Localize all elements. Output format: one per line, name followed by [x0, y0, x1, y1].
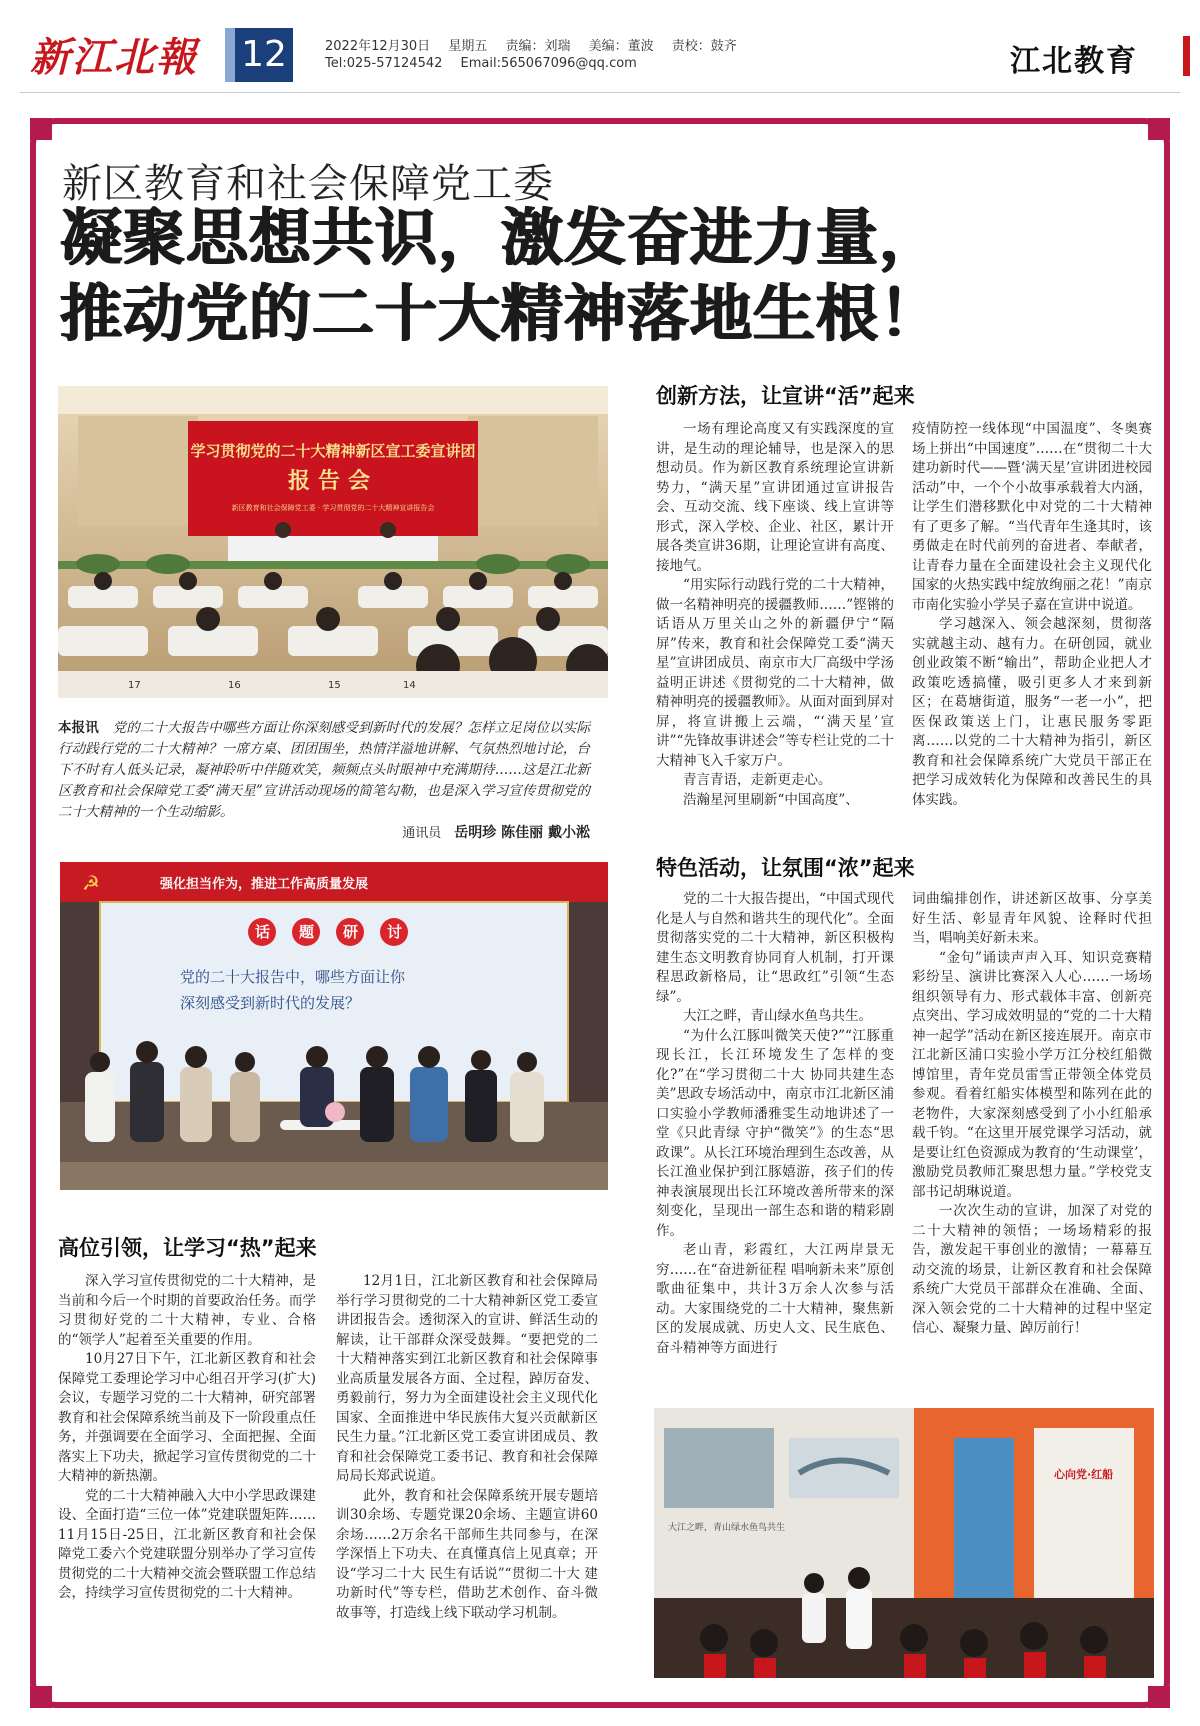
- frame-corner-tr: [1148, 118, 1170, 140]
- question-line-2: 深刻感受到新时代的发展？: [180, 994, 361, 1012]
- frame-corner-bl: [30, 1686, 52, 1708]
- section-accent-bar: [1183, 36, 1190, 76]
- paragraph: 老山青，彩霞红，大江两岸景无穷……在“奋进新征程 唱响新未来”原创歌曲征集中，共计3万余人次参与活动。大家围绕党的二十大精神，聚焦新区的发展成就、历史人文、民生底色、奋斗精神等方面进行: [656, 1242, 894, 1356]
- section-title-activities: 特色活动，让氛围“浓”起来: [656, 856, 915, 880]
- section-leadership-col-2: [336, 1272, 598, 1623]
- section-innovation-col-1: [656, 420, 894, 810]
- section-name: 江北教育: [1010, 44, 1138, 79]
- paragraph: 10月27日下午，江北新区教育和社会保障党工委理论学习中心组召开学习(扩大)会议，专题学习党的二十大精神，研究部署教育和社会保障系统当前及下一阶段重点任务，并强调要在全面学习、全面把握、全面落实上下功夫，掀起学习宣传贯彻党的二十大精神的新热潮。: [58, 1351, 316, 1484]
- headline-line-1: 凝聚思想共识，激发奋进力量，: [60, 201, 943, 274]
- frame-corner-br: [1148, 1686, 1170, 1708]
- byline: [58, 822, 590, 842]
- seat-number: 16: [228, 680, 241, 691]
- byline-label: 通讯员: [402, 826, 442, 841]
- edition-meta: [325, 38, 965, 72]
- photo-report-meeting-image: [58, 386, 608, 698]
- seat-number: 14: [403, 680, 416, 691]
- section-title-innovation: 创新方法，让宣讲“活”起来: [656, 384, 915, 408]
- paragraph: “用实际行动践行党的二十大精神，做一名精神明亮的援疆教师……”铿锵的话语从万里关山之外的新疆伊宁“隔屏”传来，教育和社会保障党工委“满天星”宣讲团成员、南京市大厂高级中学汤益明正讲述《贯彻党的二十大精神，做精神明亮的援疆教师》。从面对面到屏对屏，将宣讲搬上云端，“‘满天星’宣讲”“先锋故事讲述会”等专栏让党的二十大精神飞入千家万户。: [656, 577, 894, 769]
- paragraph: 一场有理论高度又有实践深度的宣讲，是生动的理论辅导，也是深入的思想动员。作为新区教育系统理论宣讲新势力，“满天星”宣讲团通过宣讲报告会、互动交流、线下座谈、线上宣讲等形式，深入学校、企业、社区，累计开展各类宣讲36期，让理论宣讲有高度、接地气。: [656, 421, 894, 574]
- meta-date: 2022年12月30日: [325, 39, 431, 54]
- meta-editor: 责编：刘瑞: [505, 39, 571, 54]
- topic-char: 讨: [387, 923, 403, 941]
- paragraph: 一次次生动的宣讲，加深了对党的二十大精神的领悟；一场场精彩的报告，激发起干事创业的激情；一幕幕互动交流的场景，让新区教育和社会保障系统广大党员干部群众在准确、全面、深入领会党的二十大精神的过程中坚定信心、凝聚力量、踔厉前行！: [912, 1203, 1152, 1336]
- intro-text: 党的二十大报告中哪些方面让你深刻感受到新时代的发展？怎样立足岗位以实际行动践行党的二十大精神？一席方桌、团团围坐，热情洋溢地讲解、气氛热烈地讨论，台下不时有人低头记录，凝神聆听中伴随欢笑，频频点头时眼神中充满期待……这是江北新区教育和社会保障党工委“满天星”宣讲活动现场的简笔勾勒，也是深入学习宣传贯彻党的二十大精神的一个生动缩影。: [58, 720, 591, 820]
- meta-line-2: [325, 55, 965, 72]
- meta-designer: 美编：董波: [588, 39, 654, 54]
- paragraph: 疫情防控一线体现“中国温度”、冬奥赛场上拼出“中国速度”……在“贯彻二十大 建功新时代——暨‘满天星’宣讲团进校园活动”中，一个个小故事承载着大内涵，让学生们潜移默化中对党的二十大精神有了更多了解。“当代青年生逢其时，该勇做走在时代前列的奋进者、奉献者，让青春力量在全面建设社会主义现代化国家的火热实践中绽放绚丽之花！”南京市南化实验小学吴子嘉在宣讲中说道。: [912, 421, 1152, 613]
- meta-proofreader: 责校：鼓齐: [671, 39, 737, 54]
- banner-small: 新区教育和社会保障党工委 · 学习贯彻党的二十大精神宣讲报告会: [231, 504, 435, 512]
- page-number-notch: [225, 28, 235, 82]
- party-emblem-icon: ☭: [82, 871, 100, 895]
- paragraph: 12月1日，江北新区教育和社会保障局举行学习贯彻党的二十大精神新区党工委宣讲团报告会。透彻深入的宣讲、鲜活生动的解读，让干部群众深受鼓舞。“要把党的二十大精神落实到江北新区教育和社会保障事业高质量发展各方面、全过程，踔厉奋发、勇毅前行，努力为全面建设社会主义现代化国家、全面推进中华民族伟大复兴贡献新区民生力量。”江北新区党工委宣讲团成员、教育和社会保障党工委书记、教育和社会保障局局长郑武说道。: [336, 1273, 598, 1484]
- banner-subtitle: 报告会: [287, 469, 379, 494]
- meta-line-1: [325, 38, 965, 55]
- paragraph: 此外，教育和社会保障系统开展专题培训30余场、专题党课20余场、主题宣讲60余场……2万余名干部师生共同参与，在深学深悟上下功夫、在真懂真信上见真章；开设“学习二十大 民生有话说”“贯彻二十大 建功新时代”等专栏，借助艺术创作、奋斗微故事等，打造线上线下联动学习机制。: [336, 1487, 598, 1621]
- section-innovation-col-2: [912, 420, 1152, 810]
- paragraph: “金句”诵读声声入耳、知识竞赛精彩纷呈、演讲比赛深入人心……一场场组织领导有力、形式载体丰富、创新亮点突出、学习成效明显的“党的二十大精神一起学”活动在新区接连展开。南京市江北新区浦口实验小学万江分校红船微博馆里，青年党员雷雪正带领全体党员参观。看着红船实体模型和陈列在此的老物件，大家深刻感受到了小小红船承载千钧。“在这里开展党课学习活动，就是要让红色资源成为教育的‘生动课堂’，激励党员教师汇聚思想力量。”学校党支部书记胡琳说道。: [912, 949, 1152, 1200]
- paragraph: 青言青语，走新更走心。: [683, 772, 832, 788]
- slide-caption: 大江之畔，青山绿水鱼鸟共生: [668, 1523, 786, 1533]
- top-banner: 强化担当作为，推进工作高质量发展: [160, 877, 369, 892]
- newspaper-logo: 新江北報: [30, 34, 198, 81]
- photo-discussion-image: [60, 862, 608, 1190]
- paragraph: 学习越深入、领会越深刻，贯彻落实就越主动、越有力。在研创园，就业创业政策不断“输出”，帮助企业把人才政策吃透搞懂，吸引更多人才来到新区；在葛塘街道，服务“一老一小”，把医保政策送上门，让惠民服务零距离……以党的二十大精神为指引，新区教育和社会保障系统广大党员干部正在把学习成效转化为保障和改善民生的具体实践。: [912, 616, 1152, 808]
- frame-corner-tl: [30, 118, 52, 140]
- photo-report-meeting: [58, 386, 608, 698]
- section-leadership-col-1: [58, 1272, 316, 1604]
- article-subhead: 新区教育和社会保障党工委: [62, 161, 554, 207]
- photo-classroom-image: [654, 1408, 1154, 1678]
- photo-classroom: [654, 1408, 1154, 1678]
- paragraph: “为什么江豚叫微笑天使?”“江豚重现长江，长江环境发生了怎样的变化?”在“学习贯彻二十大 协同共建生态美”思政专场活动中，南京市江北新区浦口实验小学教师潘雅雯生动地讲述了一堂《只此青绿 守护“微笑”》的生态“思政课”。从长江环境治理到生态改善，从长江渔业保护到江豚嬉游，孩子们的传神表演展现出长江环境改善所带来的深刻变化，呈现出一部生态和谐的精彩剧作。: [656, 1027, 894, 1239]
- intro-lead: 本报讯: [58, 720, 99, 736]
- byline-names: 岳明珍 陈佳丽 戴小淞: [454, 825, 590, 841]
- masthead: [0, 0, 1200, 95]
- paragraph: 浩瀚星河里刷新“中国高度”、: [683, 791, 859, 808]
- paragraph: 党的二十大精神融入大中小学思政课建设、全面打造“三位一体”党建联盟矩阵……11月15日-25日，江北新区教育和社会保障党工委六个党建联盟分别举办了学习宣传贯彻党的二十大精神交流会暨联盟工作总结会，持续学习宣传贯彻党的二十大精神。: [58, 1487, 316, 1601]
- masthead-divider: [20, 92, 1180, 93]
- topic-char: 话: [255, 923, 271, 941]
- paragraph: 大江之畔，青山绿水鱼鸟共生。: [683, 1008, 872, 1024]
- meta-email: Email:565067096@qq.com: [460, 56, 637, 71]
- meta-weekday: 星期五: [448, 39, 488, 54]
- seat-number: 15: [328, 680, 341, 691]
- question-line-1: 党的二十大报告中，哪些方面让你: [180, 968, 406, 986]
- wall-sign: 心向党·红船: [1054, 1468, 1114, 1481]
- topic-char: 题: [299, 923, 315, 941]
- seat-number: 17: [128, 680, 141, 691]
- paragraph: 党的二十大报告提出，“中国式现代化是人与自然和谐共生的现代化”。全面贯彻落实党的二十大精神，新区积极构建生态文明教育协同育人机制，打开课程思政新格局，让“思政红”引领“生态绿”。: [656, 891, 894, 1005]
- paragraph: 词曲编排创作，讲述新区故事、分享美好生活、彰显青年风貌、诠释时代担当，唱响美好新未来。: [912, 891, 1152, 946]
- section-title-leadership: 高位引领，让学习“热”起来: [58, 1236, 317, 1260]
- photo-discussion: [60, 862, 608, 1190]
- section-activities-col-1: [656, 890, 894, 1358]
- topic-char: 研: [343, 923, 359, 941]
- paragraph: 深入学习宣传贯彻党的二十大精神，是当前和今后一个时期的首要政治任务。而学习贯彻好党的二十大精神，专业、合格的“领学人”起着至关重要的作用。: [58, 1273, 316, 1348]
- banner-title: 学习贯彻党的二十大精神新区宣工委宣讲团: [190, 442, 476, 460]
- headline-line-2: 推动党的二十大精神落地生根！: [60, 277, 943, 350]
- meta-tel: Tel:025-57124542: [325, 56, 443, 71]
- section-activities-col-2: [912, 890, 1152, 1339]
- intro-paragraph: [58, 718, 590, 823]
- page-number: 12: [235, 28, 293, 82]
